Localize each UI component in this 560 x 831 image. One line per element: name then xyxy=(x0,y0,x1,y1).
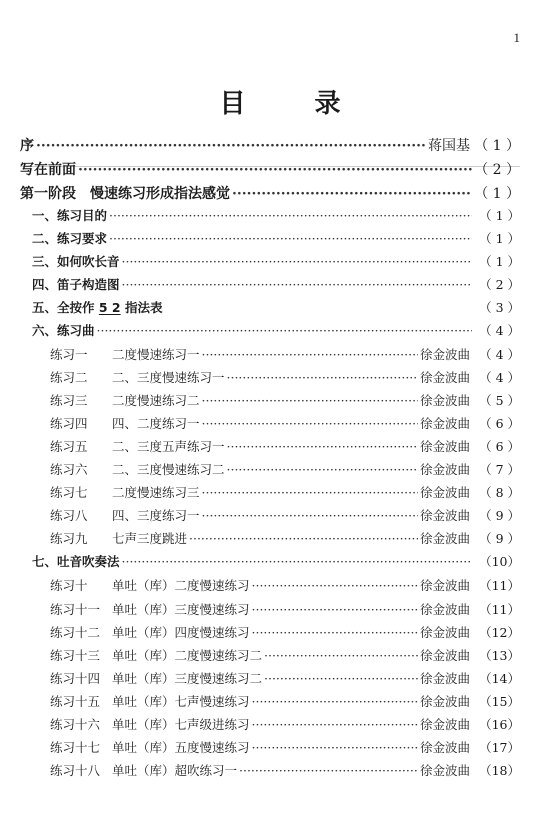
exercise-number: 练习十四 xyxy=(50,671,101,686)
entry-label: 七、吐音吹奏法 xyxy=(32,554,120,569)
toc-entry-exercise[interactable] xyxy=(50,669,520,687)
dot-leader xyxy=(122,554,472,569)
exercise-number: 练习四 xyxy=(50,416,88,431)
entry-page: （15） xyxy=(479,694,520,709)
dot-leader xyxy=(202,347,418,362)
entry-page: （ 6 ） xyxy=(479,439,520,454)
exercise-title: 单吐（库）超吹练习一 xyxy=(112,763,238,778)
entry-page: （ 1 ） xyxy=(479,231,520,246)
entry-author: 徐金波曲 xyxy=(419,602,470,617)
dot-leader xyxy=(252,717,418,732)
entry-author: 徐金波曲 xyxy=(419,347,470,362)
entry-page: （ 9 ） xyxy=(479,508,520,523)
exercise-number: 练习五 xyxy=(50,439,88,454)
dot-leader xyxy=(239,763,418,778)
dot-leader xyxy=(122,254,472,269)
toc-entry-exercise[interactable] xyxy=(50,460,520,478)
entry-page: （16） xyxy=(479,717,520,732)
entry-page: （11） xyxy=(479,578,520,593)
exercise-number: 练习三 xyxy=(50,393,88,408)
entry-page: （ 1 ） xyxy=(479,254,520,269)
dot-leader xyxy=(78,162,472,178)
entry-page: （ 1 ） xyxy=(479,208,520,223)
entry-author: 徐金波曲 xyxy=(419,740,470,755)
exercise-title: 单吐（库）四度慢速练习 xyxy=(112,625,250,640)
exercise-number: 练习十三 xyxy=(50,648,101,663)
exercise-title: 二度慢速练习一 xyxy=(112,347,200,362)
exercise-title: 二、三度慢速练习二 xyxy=(112,462,225,477)
exercise-title: 单吐（库）三度慢速练习二 xyxy=(112,671,263,686)
toc-entry-exercise[interactable] xyxy=(50,414,520,432)
entry-label: 六、练习曲 xyxy=(32,323,95,338)
entry-label: 写在前面 xyxy=(20,162,76,178)
entry-page: （10） xyxy=(479,554,520,569)
entry-page: （11） xyxy=(479,602,520,617)
toc-entry-section[interactable] xyxy=(32,298,520,316)
dot-leader xyxy=(227,462,418,477)
entry-author: 徐金波曲 xyxy=(419,694,470,709)
dot-leader xyxy=(252,740,418,755)
entry-author: 徐金波曲 xyxy=(419,508,470,523)
entry-author: 徐金波曲 xyxy=(419,439,470,454)
entry-author: 徐金波曲 xyxy=(419,578,470,593)
page-number: 1 xyxy=(513,30,520,45)
entry-page: （14） xyxy=(479,671,520,686)
toc-entry-exercise[interactable] xyxy=(50,506,520,524)
entry-label xyxy=(32,298,163,316)
entry-page: （12） xyxy=(479,625,520,640)
entry-page: （ 2 ） xyxy=(479,277,520,292)
entry-author: 徐金波曲 xyxy=(419,625,470,640)
toc-entry-exercise[interactable] xyxy=(50,623,520,641)
toc-entry-exercise[interactable] xyxy=(50,345,520,363)
exercise-number: 练习七 xyxy=(50,485,88,500)
exercise-title: 二度慢速练习二 xyxy=(112,393,200,408)
dot-leader xyxy=(122,277,472,292)
entry-author: 徐金波曲 xyxy=(419,370,470,385)
entry-author: 徐金波曲 xyxy=(419,763,470,778)
entry-page: （ 4 ） xyxy=(479,323,520,338)
entry-author: 徐金波曲 xyxy=(419,393,470,408)
dot-leader xyxy=(264,671,418,686)
exercise-number: 练习十六 xyxy=(50,717,101,732)
label-prefix: 五、全按作 xyxy=(32,300,95,315)
label-suffix: 指法表 xyxy=(124,300,163,315)
exercise-title: 单吐（库）二度慢速练习 xyxy=(112,578,250,593)
toc-entry-section[interactable] xyxy=(32,552,520,570)
dot-leader xyxy=(252,625,418,640)
dot-leader xyxy=(109,208,472,223)
exercise-title: 四、三度练习一 xyxy=(112,508,200,523)
dot-leader xyxy=(202,416,418,431)
entry-label: 一、练习目的 xyxy=(32,208,108,223)
toc-entry-exercise[interactable] xyxy=(50,368,520,386)
entry-author: 徐金波曲 xyxy=(419,717,470,732)
entry-page: （ 5 ） xyxy=(479,393,520,408)
dot-leader xyxy=(202,508,418,523)
dot-leader xyxy=(227,439,418,454)
dot-leader xyxy=(202,485,418,500)
exercise-title: 七声三度跳进 xyxy=(112,531,188,546)
toc-entry-exercise[interactable] xyxy=(50,600,520,618)
entry-page: （ 9 ） xyxy=(479,531,520,546)
exercise-number: 练习十七 xyxy=(50,740,101,755)
toc-entry-section[interactable] xyxy=(32,229,520,247)
toc-entry-section[interactable] xyxy=(32,206,520,224)
exercise-title: 二、三度五声练习一 xyxy=(112,439,225,454)
dot-leader xyxy=(252,602,418,617)
exercise-number: 练习二 xyxy=(50,370,88,385)
dot-leader xyxy=(232,186,472,202)
toc-entry-exercise[interactable] xyxy=(50,738,520,756)
exercise-title: 四、二度练习一 xyxy=(112,416,200,431)
exercise-number: 练习一 xyxy=(50,347,88,362)
entry-page: （ 1 ） xyxy=(474,186,520,202)
entry-author: 徐金波曲 xyxy=(419,485,470,500)
dot-leader xyxy=(97,323,472,338)
entry-label: 第一阶段 慢速练习形成指法感觉 xyxy=(20,186,230,202)
toc-entry-section[interactable] xyxy=(32,321,520,339)
entry-page: （ 6 ） xyxy=(479,416,520,431)
entry-label: 二、练习要求 xyxy=(32,231,108,246)
entry-label: 三、如何吹长音 xyxy=(32,254,120,269)
exercise-title: 二度慢速练习三 xyxy=(112,485,200,500)
exercise-title: 单吐（库）二度慢速练习二 xyxy=(112,648,263,663)
entry-page: （13） xyxy=(479,648,520,663)
exercise-title: 单吐（库）七声慢速练习 xyxy=(112,694,250,709)
entry-page: （18） xyxy=(479,763,520,778)
exercise-number: 练习十五 xyxy=(50,694,101,709)
page-title: 目 录 xyxy=(219,89,371,119)
toc-entry-stage-one[interactable] xyxy=(20,183,520,203)
toc-entry-foreword[interactable] xyxy=(20,159,520,179)
exercise-title: 单吐（库）七声级进练习 xyxy=(112,717,250,732)
entry-label: 四、笛子构造图 xyxy=(32,277,120,292)
entry-page: （ 7 ） xyxy=(479,462,520,477)
toc-entry-exercise[interactable] xyxy=(50,761,520,779)
dot-leader xyxy=(189,531,418,546)
entry-page: （ 1 ） xyxy=(474,138,520,154)
dot-leader xyxy=(109,231,472,246)
toc-entry-exercise[interactable] xyxy=(50,715,520,733)
entry-author: 徐金波曲 xyxy=(419,416,470,431)
toc-entry-preface[interactable] xyxy=(20,135,520,155)
toc-entry-exercise[interactable] xyxy=(50,529,520,547)
exercise-number: 练习十八 xyxy=(50,763,101,778)
exercise-number: 练习十二 xyxy=(50,625,101,640)
entry-author: 徐金波曲 xyxy=(419,531,470,546)
entry-label: 序 xyxy=(20,138,34,154)
entry-page: （17） xyxy=(479,740,520,755)
musical-note-label: 5 2 xyxy=(98,300,121,315)
dot-leader xyxy=(264,648,418,663)
dot-leader xyxy=(252,694,418,709)
toc-entry-exercise[interactable] xyxy=(50,576,520,594)
exercise-number: 练习六 xyxy=(50,462,88,477)
toc-entry-exercise[interactable] xyxy=(50,692,520,710)
exercise-title: 单吐（库）三度慢速练习 xyxy=(112,602,250,617)
entry-page: （ 2 ） xyxy=(474,162,520,178)
entry-author: 徐金波曲 xyxy=(419,462,470,477)
toc-entry-exercise[interactable] xyxy=(50,437,520,455)
entry-page: （ 4 ） xyxy=(479,370,520,385)
entry-author: 徐金波曲 xyxy=(419,671,470,686)
toc-entry-exercise[interactable] xyxy=(50,646,520,664)
entry-author: 徐金波曲 xyxy=(419,648,470,663)
exercise-title: 二、三度慢速练习一 xyxy=(112,370,225,385)
dot-leader xyxy=(36,138,426,154)
toc-entry-section[interactable] xyxy=(32,275,520,293)
dot-leader xyxy=(202,393,418,408)
entry-page: （ 3 ） xyxy=(479,300,520,315)
entry-author: 蒋国基 xyxy=(428,138,470,154)
exercise-title: 单吐（库）五度慢速练习 xyxy=(112,740,250,755)
dot-leader xyxy=(252,578,418,593)
toc-entry-section[interactable] xyxy=(32,252,520,270)
entry-page: （ 4 ） xyxy=(479,347,520,362)
entry-page: （ 8 ） xyxy=(479,485,520,500)
toc-entry-exercise[interactable] xyxy=(50,483,520,501)
exercise-number: 练习九 xyxy=(50,531,88,546)
toc-entry-exercise[interactable] xyxy=(50,391,520,409)
exercise-number: 练习十一 xyxy=(50,602,101,617)
exercise-number: 练习十 xyxy=(50,578,88,593)
exercise-number: 练习八 xyxy=(50,508,88,523)
dot-leader xyxy=(227,370,418,385)
